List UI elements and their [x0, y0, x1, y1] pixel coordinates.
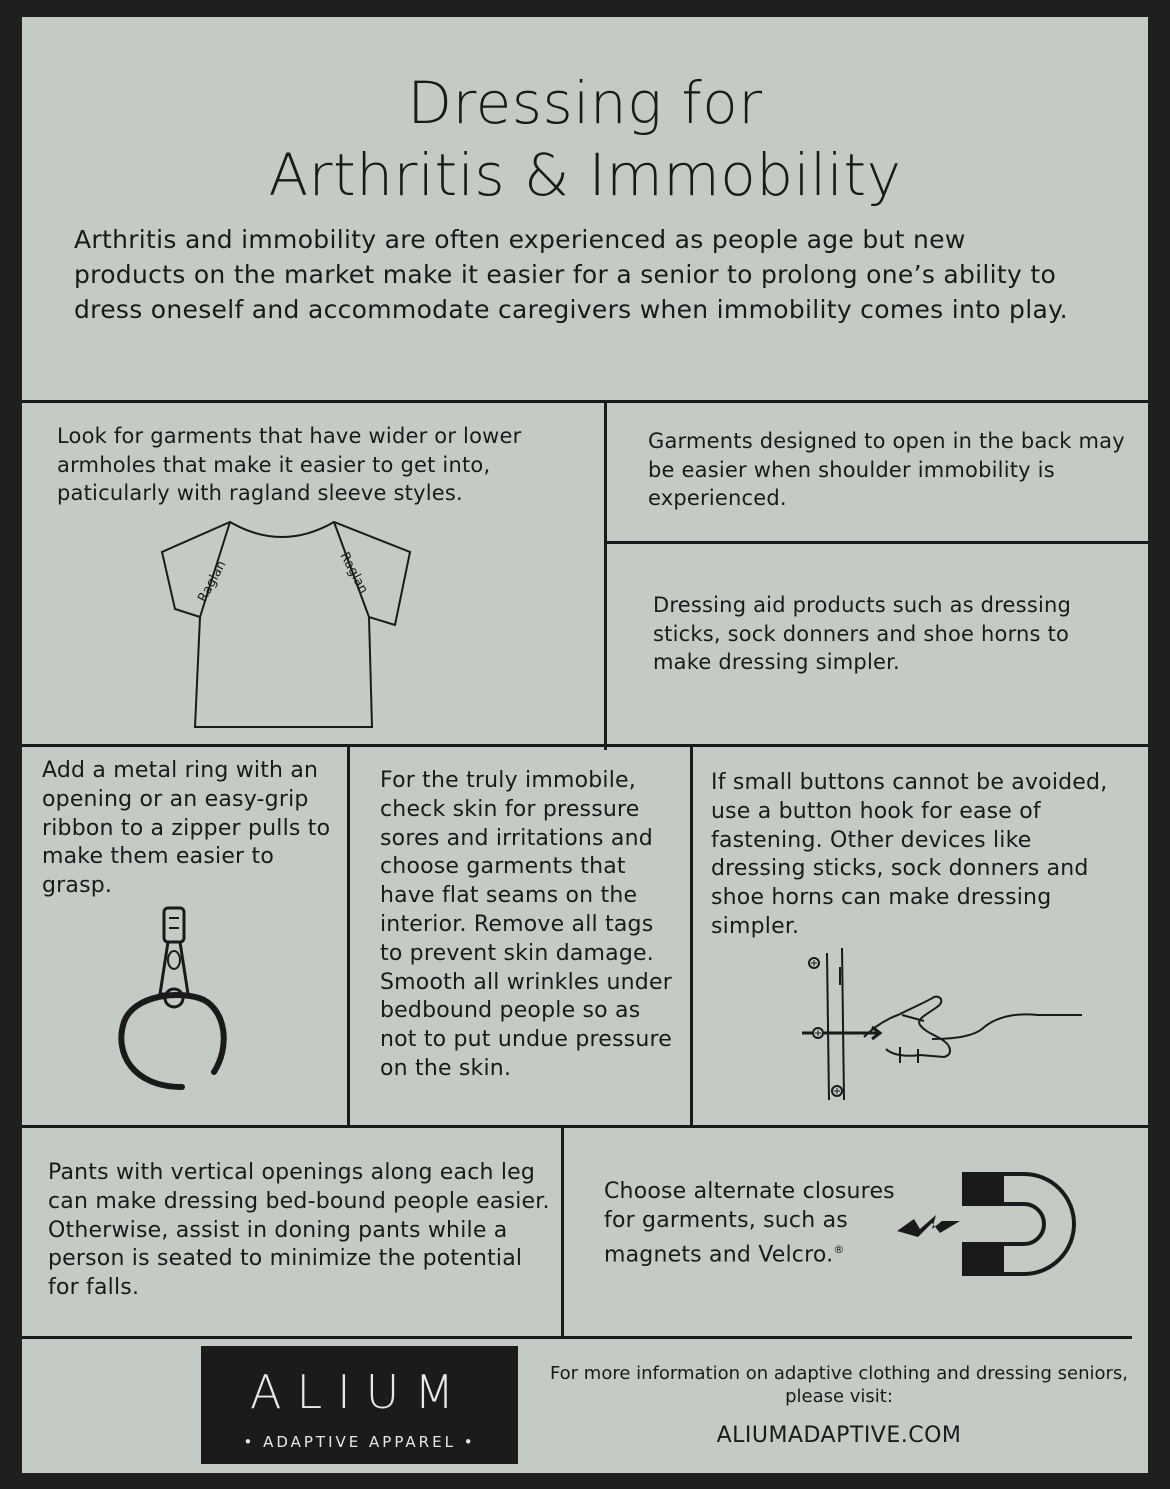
footer-info: For more information on adaptive clothing and dressing seniors, please visit:	[549, 1363, 1129, 1407]
registered-mark: ®	[833, 1242, 845, 1256]
divider-row1-right	[606, 541, 1148, 544]
logo-subtitle: • ADAPTIVE APPAREL •	[243, 1433, 476, 1451]
raglan-right-label: Raglan	[336, 549, 371, 597]
divider-row3-vertical	[561, 1127, 564, 1338]
spark-icon	[897, 1215, 960, 1237]
page-title-line-1: Dressing for	[407, 69, 763, 137]
tip-closures	[604, 1178, 919, 1270]
magnet-icon	[894, 1169, 1104, 1279]
tip-button-hook: If small buttons cannot be avoided, use a button hook for ease of fastening. Other devices like dressing sticks, sock donners and shoe horns can make dressing simpler.	[711, 770, 1108, 939]
footer-url[interactable]: ALIUMADAPTIVE.COM	[716, 1423, 962, 1448]
divider-row2-vertical-1	[347, 746, 350, 1126]
divider-row2-top	[22, 744, 1148, 747]
infographic-card	[22, 17, 1148, 1473]
alium-logo	[201, 1346, 518, 1464]
divider-footer	[22, 1336, 1132, 1339]
tip-closures-text: Choose alternate closures for garments, such as magnets and Velcro.	[604, 1179, 895, 1267]
divider-top	[22, 400, 1148, 403]
raglan-shirt-icon	[157, 517, 417, 732]
zipper-ring-icon	[112, 902, 242, 1102]
divider-row1-vertical	[604, 402, 607, 750]
tip-zipper-ring: Add a metal ring with an opening or an easy-grip ribbon to a zipper pulls to make them easier to grasp.	[42, 758, 331, 899]
divider-row3-top	[22, 1125, 1148, 1128]
tip-armholes: Look for garments that have wider or lower armholes that make it easier to get into, paticularly with ragland sleeve styles.	[57, 424, 522, 506]
intro-paragraph: Arthritis and immobility are often experienced as people age but new products on the market make it easier for a senior to prolong one’s ability to dress oneself and accommodate caregivers when immobility comes into play.	[74, 225, 1068, 324]
divider-row2-vertical-2	[690, 746, 693, 1126]
tip-pants: Pants with vertical openings along each leg can make dressing bed-bound people easier. Otherwise, assist in doning pants while a person is seated to minimize the potential for falls.	[48, 1160, 550, 1301]
tip-immobile: For the truly immobile, check skin for pressure sores and irritations and choose garments that have flat seams on the interior. Remove all tags to prevent skin damage. Smooth all wrinkles under bedbound people so as not to put undue pressure on the skin.	[380, 768, 672, 1081]
page-title-line-2: Arthritis & Immobility	[268, 141, 902, 209]
tip-back-opening: Garments designed to open in the back may be easier when shoulder immobility is experienced.	[648, 429, 1125, 511]
tip-dressing-aids: Dressing aid products such as dressing sticks, sock donners and shoe horns to make dressing simpler.	[653, 593, 1072, 675]
logo-wordmark: ALIUM	[249, 1365, 470, 1419]
button-hook-icon	[802, 945, 1082, 1105]
raglan-left-label: Raglan	[195, 558, 230, 605]
